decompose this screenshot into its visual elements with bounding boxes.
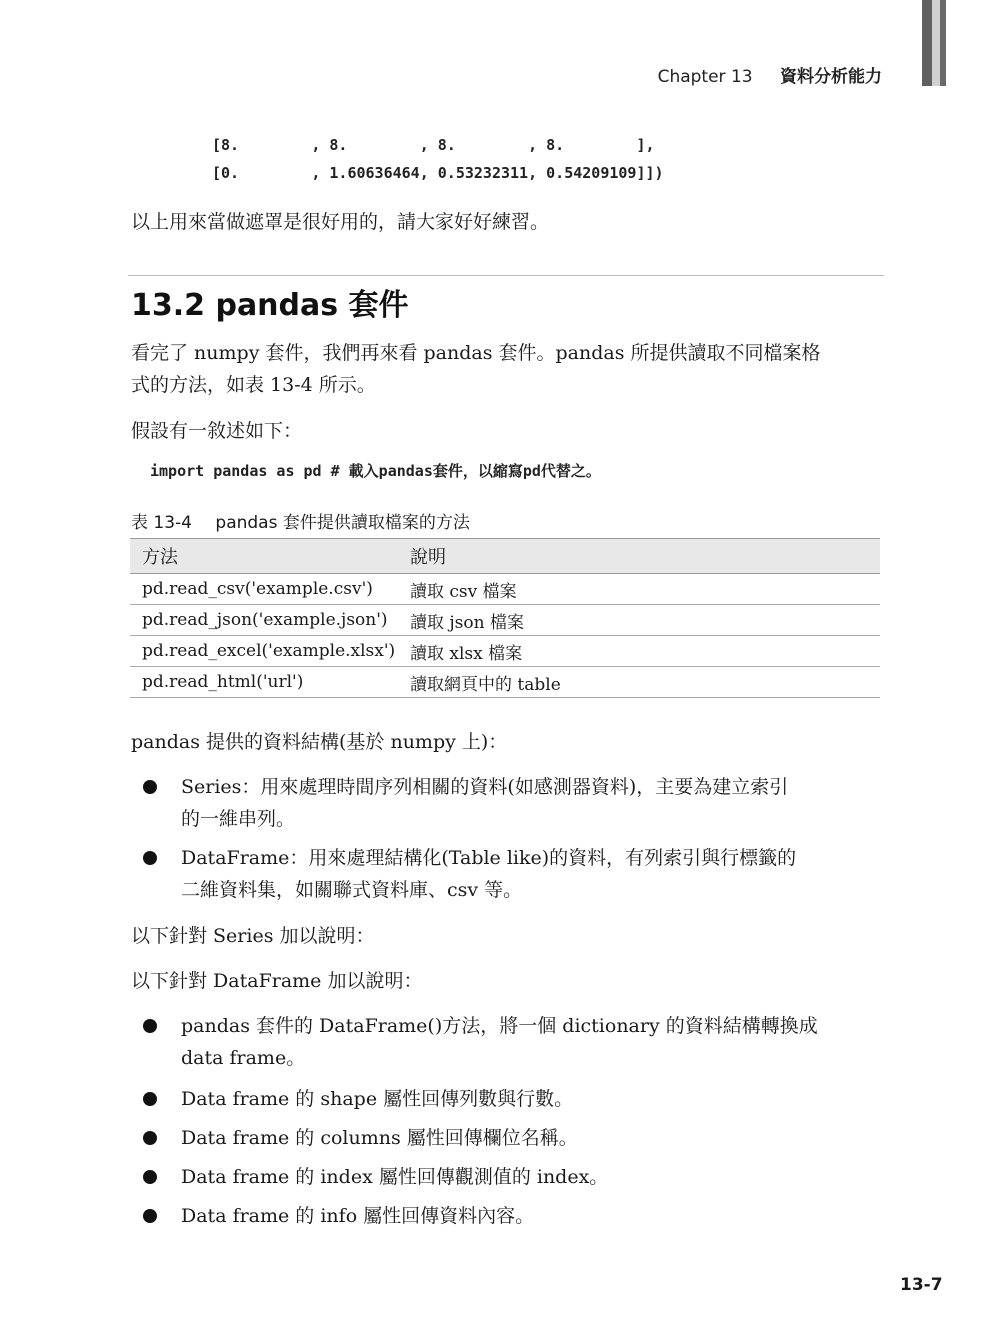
bullet-icon xyxy=(143,1131,157,1145)
bullet-item-shape: Data frame 的 shape 屬性回傳列數與行數。 xyxy=(181,1088,574,1110)
cell-method: pd.read_csv('example.csv') xyxy=(130,574,398,605)
code-import-line: import pandas as pd # 載入pandas套件，以縮寫pd代替之。 xyxy=(150,462,601,480)
header-method: 方法 xyxy=(130,539,398,574)
code-line-1: [8. , 8. , 8. , 8. ], xyxy=(212,136,655,154)
cell-method: pd.read_html('url') xyxy=(130,667,398,698)
bullet-item-info: Data frame 的 info 屬性回傳資料內容。 xyxy=(181,1205,535,1227)
section-divider xyxy=(128,275,884,276)
bullet-line: 的一維串列。 xyxy=(181,808,296,830)
table-row xyxy=(130,574,880,605)
intro-line-2: 式的方法，如表 13-4 所示。 xyxy=(131,374,376,396)
table-caption-number: 表 13-4 xyxy=(131,513,192,533)
dataframe-note: 以下針對 DataFrame 加以說明： xyxy=(131,970,423,992)
bullet-line: data frame。 xyxy=(181,1047,306,1069)
bullet-item-index: Data frame 的 index 屬性回傳觀測值的 index。 xyxy=(181,1166,609,1188)
series-note: 以下針對 Series 加以說明： xyxy=(131,925,375,947)
side-bar-dark-2 xyxy=(940,0,946,86)
table-caption-text: pandas 套件提供讀取檔案的方法 xyxy=(215,513,470,533)
header-description: 說明 xyxy=(398,539,880,574)
side-bar-dark xyxy=(922,0,932,86)
bullet-line: 二維資料集，如關聯式資料庫、csv 等。 xyxy=(181,879,523,901)
chapter-label: Chapter 13 xyxy=(657,67,753,87)
bullet-icon xyxy=(143,1170,157,1184)
bullet-line: DataFrame：用來處理結構化(Table like)的資料，有列索引與行標籤的 xyxy=(181,847,797,869)
bullet-icon xyxy=(143,1092,157,1106)
table-row xyxy=(130,667,880,698)
bullet-icon xyxy=(143,851,157,865)
bullet-icon xyxy=(143,780,157,794)
bullet-item-columns: Data frame 的 columns 屬性回傳欄位名稱。 xyxy=(181,1127,578,1149)
cell-description: 讀取網頁中的 table xyxy=(398,667,880,698)
cell-description: 讀取 xlsx 檔案 xyxy=(398,636,880,667)
bullet-item-df-method xyxy=(181,1010,881,1074)
running-header xyxy=(658,62,882,87)
table-caption xyxy=(131,508,470,533)
bullet-line: pandas 套件的 DataFrame()方法，將一個 dictionary 的資料結構轉換成 xyxy=(181,1015,818,1037)
section-heading: 13.2 pandas 套件 xyxy=(131,288,409,323)
cell-description: 讀取 csv 檔案 xyxy=(398,574,880,605)
paragraph-mask-note: 以上用來當做遮罩是很好用的，請大家好好練習。 xyxy=(131,211,550,233)
table-header-row xyxy=(130,539,880,574)
cell-method: pd.read_excel('example.xlsx') xyxy=(130,636,398,667)
intro-paragraph xyxy=(131,337,891,401)
bullet-icon xyxy=(143,1019,157,1033)
table-row xyxy=(130,636,880,667)
chapter-title: 資料分析能力 xyxy=(780,67,882,87)
bullet-line: Series：用來處理時間序列相關的資料(如感測器資料)，主要為建立索引 xyxy=(181,776,789,798)
page-number: 13-7 xyxy=(900,1275,943,1295)
cell-method: pd.read_json('example.json') xyxy=(130,605,398,636)
intro-line-1: 看完了 numpy 套件，我們再來看 pandas 套件。pandas 所提供讀取不同檔案格 xyxy=(131,342,821,364)
methods-table xyxy=(130,538,880,698)
bullet-icon xyxy=(143,1209,157,1223)
assume-paragraph: 假設有一敘述如下： xyxy=(131,420,303,442)
bullet-item-series xyxy=(181,771,881,835)
side-bar-light xyxy=(932,0,940,86)
code-line-2: [0. , 1.60636464, 0.53232311, 0.54209109]]) xyxy=(212,164,664,182)
cell-description: 讀取 json 檔案 xyxy=(398,605,880,636)
bullet-item-dataframe xyxy=(181,842,881,906)
structures-intro: pandas 提供的資料結構(基於 numpy 上)： xyxy=(131,731,508,753)
table-row xyxy=(130,605,880,636)
